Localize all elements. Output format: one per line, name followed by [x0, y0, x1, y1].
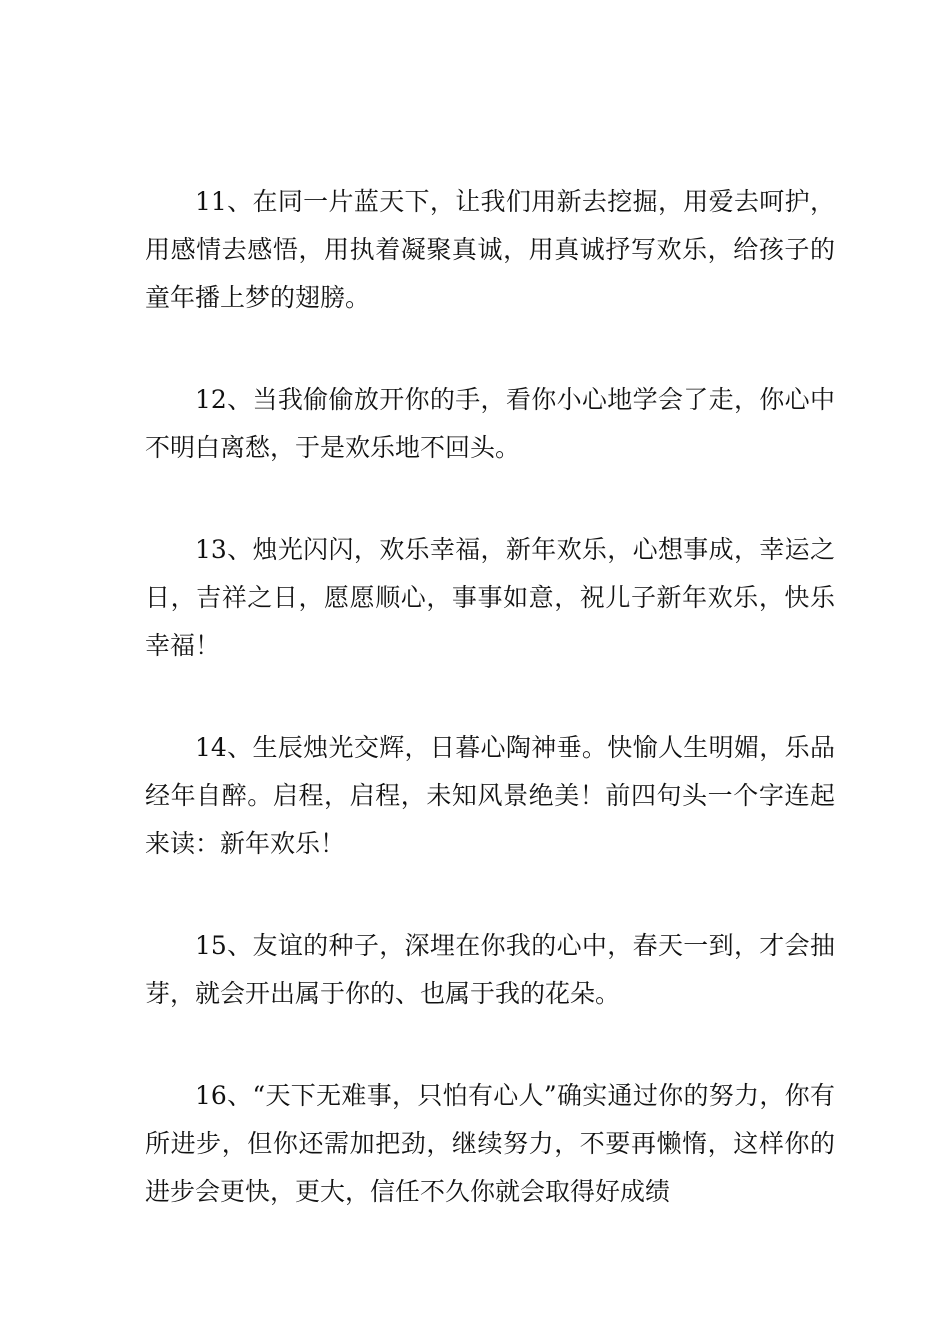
paragraph-13: 13、烛光闪闪，欢乐幸福，新年欢乐，心想事成，幸运之日，吉祥之日，愿愿顺心，事事如意，祝儿子新年欢乐，快乐幸福！ [145, 535, 835, 660]
paragraph-16: 16、“天下无难事，只怕有心人”确实通过你的努力，你有所进步，但你还需加把劲，继续努力，不要再懒惰，这样你的进步会更快，更大，信任不久你就会取得好成绩 [145, 1081, 835, 1206]
paragraph-14: 14、生辰烛光交辉，日暮心陶神垂。快愉人生明媚，乐品经年自醉。启程，启程，未知风景绝美！前四句头一个字连起来读：新年欢乐！ [145, 733, 835, 858]
paragraph-15: 15、友谊的种子，深埋在你我的心中，春天一到，才会抽芽，就会开出属于你的、也属于我的花朵。 [145, 931, 835, 1008]
document-body [145, 178, 835, 1270]
paragraph-12: 12、当我偷偷放开你的手，看你小心地学会了走，你心中不明白离愁，于是欢乐地不回头。 [145, 385, 835, 462]
paragraph-11: 11、在同一片蓝天下，让我们用新去挖掘，用爱去呵护，用感情去感悟，用执着凝聚真诚，用真诚抒写欢乐，给孩子的童年播上梦的翅膀。 [145, 187, 835, 312]
